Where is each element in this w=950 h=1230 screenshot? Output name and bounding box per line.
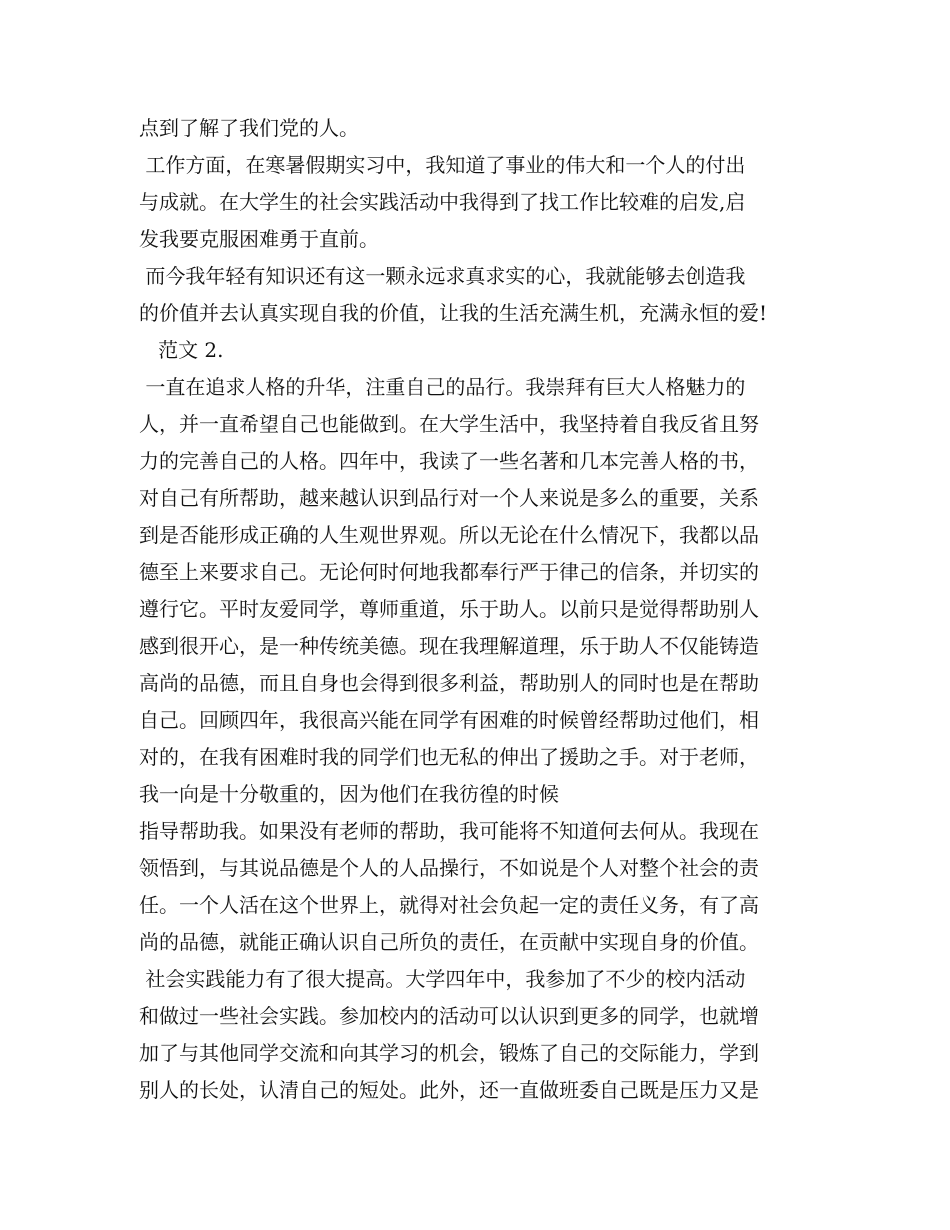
text-line: 和做过一些社会实践。参加校内的活动可以认识到更多的同学，也就增 bbox=[139, 1004, 759, 1028]
text-line: 力的完善自己的人格。四年中，我读了一些名著和几本完善人格的书， bbox=[139, 449, 759, 473]
text-line: 一直在追求人格的升华，注重自己的品行。我崇拜有巨大人格魅力的 bbox=[139, 375, 746, 399]
text-line: 加了与其他同学交流和向其学习的机会，锻炼了自己的交际能力，学到 bbox=[139, 1041, 759, 1065]
text-line: 尚的品德，就能正确认识自己所负的责任，在贡献中实现自身的价值。 bbox=[139, 930, 759, 954]
text-line: 领悟到，与其说品德是个人的人品操行，不如说是个人对整个社会的责 bbox=[139, 856, 759, 880]
text-line: 德至上来要求自己。无论何时何地我都奉行严于律己的信条，并切实的 bbox=[139, 560, 759, 584]
text-line: 人，并一直希望自己也能做到。在大学生活中，我坚持着自我反省且努 bbox=[139, 412, 759, 436]
text-line: 自己。回顾四年，我很高兴能在同学有困难的时候曾经帮助过他们，相 bbox=[139, 708, 759, 732]
text-line: 工作方面，在寒暑假期实习中，我知道了事业的伟大和一个人的付出 bbox=[139, 153, 746, 177]
section-heading: 范文 2. bbox=[139, 338, 224, 362]
text-line: 感到很开心，是一种传统美德。现在我理解道理，乐于助人不仅能铸造 bbox=[139, 634, 759, 658]
text-line: 与成就。在大学生的社会实践活动中我得到了找工作比较难的启发,启 bbox=[139, 190, 746, 214]
text-line: 遵行它。平时友爱同学，尊师重道，乐于助人。以前只是觉得帮助别人 bbox=[139, 597, 759, 621]
text-line: 到是否能形成正确的人生观世界观。所以无论在什么情况下，我都以品 bbox=[139, 523, 759, 547]
text-line: 发我要克服困难勇于直前。 bbox=[139, 227, 379, 251]
text-line: 高尚的品德，而且自身也会得到很多利益，帮助别人的同时也是在帮助 bbox=[139, 671, 759, 695]
text-line: 而今我年轻有知识还有这一颗永远求真求实的心，我就能够去创造我 bbox=[139, 264, 746, 288]
text-line: 社会实践能力有了很大提高。大学四年中，我参加了不少的校内活动 bbox=[139, 967, 746, 991]
text-line: 对自己有所帮助，越来越认识到品行对一个人来说是多么的重要，关系 bbox=[139, 486, 759, 510]
body-text bbox=[139, 110, 829, 1109]
text-line: 任。一个人活在这个世界上，就得对社会负起一定的责任义务，有了高 bbox=[139, 893, 759, 917]
text-line: 别人的长处，认清自己的短处。此外，还一直做班委自己既是压力又是 bbox=[139, 1078, 759, 1102]
text-line: 指导帮助我。如果没有老师的帮助，我可能将不知道何去何从。我现在 bbox=[139, 819, 759, 843]
text-line: 对的，在我有困难时我的同学们也无私的伸出了援助之手。对于老师， bbox=[139, 745, 759, 769]
text-line: 我一向是十分敬重的，因为他们在我彷徨的时候 bbox=[139, 782, 559, 806]
text-line: 点到了解了我们党的人。 bbox=[139, 116, 359, 140]
text-line: 的价值并去认真实现自我的价值，让我的生活充满生机，充满永恒的爱! bbox=[139, 301, 768, 325]
